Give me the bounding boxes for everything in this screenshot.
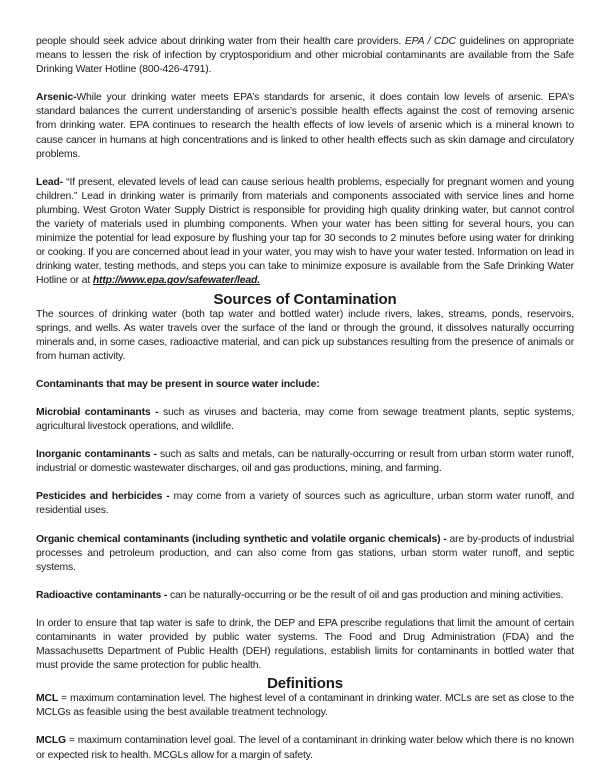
intro-text-before: people should seek advice about drinking water from their health care providers. (36, 36, 405, 47)
spacer (36, 77, 574, 91)
spacer (36, 162, 574, 176)
definition-mclg (36, 734, 574, 762)
spacer (36, 392, 574, 406)
contaminant-label: Radioactive contaminants - (36, 589, 168, 601)
spacer (36, 364, 574, 378)
contaminant-text: can be naturally-occurring or be the result of oil and gas production and mining activities. (167, 589, 564, 601)
arsenic-text: While your drinking water meets EPA’s standards for arsenic, it does contain low levels of arsenic. EPA’s standard balances the current understanding of arsenic’s possible health effects against the cost of removing arsenic from drinking water. EPA continues to research the health effects of low levels of arsenic which is a mineral known to cause cancer in humans at high concentrations and is linked to other health effects such as skin damage and circulatory problems. (36, 92, 574, 160)
contaminant-item-organic (36, 533, 574, 575)
definition-text: = maximum contamination level goal. The level of a contaminant in drinking water below which there is no known or expected risk to health. MCGLs allow for a margin of safety. (36, 735, 574, 761)
contaminant-label: Microbial contaminants - (36, 406, 159, 418)
spacer (36, 720, 574, 734)
arsenic-label: Arsenic- (36, 92, 77, 104)
intro-text-after: guidelines on appropriate means to lessen the risk of infection by cryptosporidium and other microbial contaminants are available from the Safe Drinking Water Hotline (800-426-4791). (36, 36, 574, 76)
lead-label: Lead- (36, 176, 63, 188)
definition-term: MCLG (36, 735, 66, 747)
contaminant-text: such as salts and metals, can be naturally-occurring or result from urban storm water runoff, industrial or domestic wastewater discharges, oil and gas productions, mining, and farming. (36, 449, 574, 475)
definition-text: = maximum contamination level. The highest level of a contaminant in drinking water. MCLs are set as close to the MCLGs as feasible using the best available treatment technology. (36, 693, 574, 719)
epa-lead-link[interactable]: http://www.epa.gov/safewater/lead (92, 275, 258, 287)
lead-paragraph (36, 176, 574, 289)
contaminant-item-radioactive (36, 589, 574, 603)
spacer (36, 519, 574, 533)
lead-link-suffix: . (257, 275, 260, 287)
sources-intro-paragraph: The sources of drinking water (both tap water and bottled water) include rivers, lakes, streams, ponds, reservoirs, springs, and wells. As water travels over the surface of the land or through the ground, it dissolves naturally occurring minerals and, in some cases, radioactive material, and can pick up substances resulting from the presence of animals or from human activity. (36, 308, 574, 362)
spacer (36, 434, 574, 448)
contaminant-item-pesticides (36, 490, 574, 518)
contaminant-label: Inorganic contaminants - (36, 449, 157, 461)
spacer (36, 603, 574, 617)
definition-mcl (36, 692, 574, 720)
document-page (36, 35, 574, 763)
sources-heading: Sources of Contamination (213, 290, 397, 308)
intro-italic-agencies: EPA / CDC (404, 36, 456, 47)
regulations-paragraph: In order to ensure that tap water is safe to drink, the DEP and EPA prescribe regulations that limit the amount of certain contaminants in water provided by public water systems. The Food and Drug Administration (FDA) and the Massachusetts Department of Public Health (DEH) regulations, establish limits for contaminants in bottled water that must provide the same protection for public health. (36, 617, 574, 672)
intro-paragraph (36, 35, 574, 77)
spacer (36, 575, 574, 589)
contaminant-text: may come from a variety of sources such as agriculture, urban storm water runoff, and residential uses. (36, 491, 574, 517)
contaminant-label: Pesticides and herbicides - (36, 491, 170, 503)
contaminants-subheading: Contaminants that may be present in source water include: (36, 378, 320, 390)
contaminant-item-inorganic (36, 448, 574, 476)
arsenic-paragraph (36, 91, 574, 161)
contaminant-item-microbial (36, 406, 574, 434)
lead-text: “If present, elevated levels of lead can cause serious health problems, especially for pregnant women and young children.” Lead in drinking water is primarily from materials and components associated with service lines and home plumbing. West Groton Water Supply District is responsible for providing high quality drinking water, but cannot control the variety of materials used in plumbing components. When your water has been sitting for several hours, you can minimize the potential for lead exposure by flushing your tap for 30 seconds to 2 minutes before using water for drinking or cooking. If you are concerned about lead in your water, you may wish to have your water tested. Information on lead in drinking water, testing methods, and steps you can take to minimize exposure is available from the Safe Drinking Water Hotline or at (36, 176, 574, 287)
contaminant-label: Organic chemical contaminants (including synthetic and volatile organic chemicals) - (36, 533, 447, 545)
definitions-heading: Definitions (267, 675, 343, 693)
contaminant-text: such as viruses and bacteria, may come from sewage treatment plants, septic systems, agricultural livestock operations, and wildlife. (36, 406, 575, 433)
spacer (36, 476, 574, 490)
definition-term: MCL (36, 693, 59, 705)
contaminant-text: are by-products of industrial processes and petroleum production, and can also come from gas stations, urban storm water runoff, and septic systems. (36, 533, 574, 573)
